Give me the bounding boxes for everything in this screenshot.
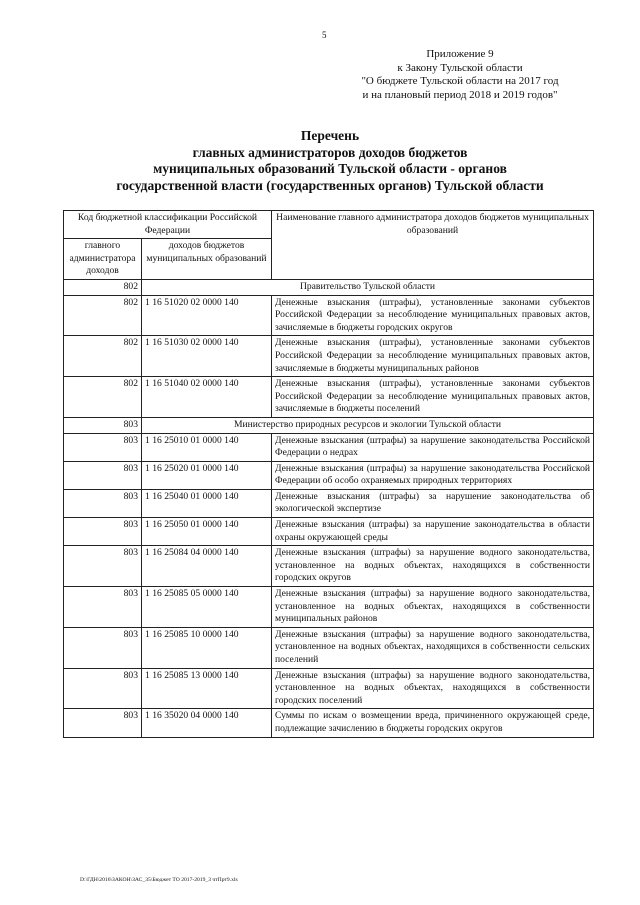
table-row <box>64 489 594 517</box>
income-name-cell: Денежные взыскания (штрафы) за нарушение водного законодательства, установленное на водных объектах, находящихся в собственности муниципальных районов <box>272 587 594 628</box>
income-name-cell: Денежные взыскания (штрафы), установленные законами субъектов Российской Федерации за несоблюдение муниципальных правовых актов, зачисляемые в бюджеты поселений <box>272 377 594 418</box>
admin-code-cell: 802 <box>64 336 142 377</box>
appendix-line: и на плановый период 2018 и 2019 годов" <box>362 88 558 101</box>
kbk-header: Код бюджетной классификации Российской Федерации <box>64 211 272 239</box>
admin-code-cell: 803 <box>64 417 142 433</box>
income-code-cell: 1 16 25085 10 0000 140 <box>142 627 272 668</box>
admin-code-cell: 803 <box>64 627 142 668</box>
income-code-cell: 1 16 25010 01 0000 140 <box>142 433 272 461</box>
income-code-cell: 1 16 25084 04 0000 140 <box>142 546 272 587</box>
table-row <box>64 546 594 587</box>
title-line: государственной власти (государственных органов) Тульской области <box>116 177 544 193</box>
table-row <box>64 377 594 418</box>
title-line: муниципальных образований Тульской области - органов <box>153 161 507 176</box>
group-row <box>64 417 594 433</box>
income-name-cell: Денежные взыскания (штрафы), установленные законами субъектов Российской Федерации за несоблюдение муниципальных правовых актов, зачисляемые в бюджеты городских округов <box>272 295 594 336</box>
appendix-header <box>340 48 580 102</box>
income-name-cell: Денежные взыскания (штрафы) за нарушение законодательства Российской Федерации об особо охраняемых природных территориях <box>272 461 594 489</box>
income-name-cell: Денежные взыскания (штрафы) за нарушение законодательства в области охраны окружающей среды <box>272 518 594 546</box>
administrators-table <box>63 210 594 738</box>
group-row <box>64 279 594 295</box>
page-number: 5 <box>322 30 327 40</box>
income-name-cell: Денежные взыскания (штрафы) за нарушение водного законодательства, установленное на водных объектах, находящихся в собственности городских поселений <box>272 668 594 709</box>
admin-code-cell: 803 <box>64 489 142 517</box>
admin-code-cell: 802 <box>64 377 142 418</box>
admin-code-cell: 803 <box>64 668 142 709</box>
income-code-cell: 1 16 35020 04 0000 140 <box>142 709 272 737</box>
document-title <box>60 128 600 194</box>
appendix-line: "О бюджете Тульской области на 2017 год <box>361 75 559 87</box>
admin-code-cell: 802 <box>64 295 142 336</box>
income-name-cell: Денежные взыскания (штрафы) за нарушение законодательства об экологической экспертизе <box>272 489 594 517</box>
table-row <box>64 668 594 709</box>
table-row <box>64 518 594 546</box>
name-header: Наименование главного администратора доходов бюджетов муниципальных образований <box>272 211 594 280</box>
table-row <box>64 461 594 489</box>
income-name-cell: Денежные взыскания (штрафы), установленные законами субъектов Российской Федерации за несоблюдение муниципальных правовых актов, зачисляемые в бюджеты муниципальных районов <box>272 336 594 377</box>
table-row <box>64 295 594 336</box>
administrator-title: Правительство Тульской области <box>142 279 594 295</box>
income-code-cell: 1 16 25040 01 0000 140 <box>142 489 272 517</box>
appendix-line: Приложение 9 <box>426 48 494 60</box>
income-code-cell: 1 16 51030 02 0000 140 <box>142 336 272 377</box>
income-code-cell: 1 16 51040 02 0000 140 <box>142 377 272 418</box>
admin-subheader: главного администратора доходов <box>64 239 142 280</box>
admin-code-cell: 803 <box>64 461 142 489</box>
table-row <box>64 336 594 377</box>
income-name-cell: Денежные взыскания (штрафы) за нарушение водного законодательства, установленное на водных объектах, находящихся в собственности сельских поселений <box>272 627 594 668</box>
table-row <box>64 709 594 737</box>
table-body <box>64 279 594 737</box>
admin-code-cell: 803 <box>64 518 142 546</box>
table-row <box>64 433 594 461</box>
income-subheader: доходов бюджетов муниципальных образований <box>142 239 272 280</box>
admin-code-cell: 803 <box>64 433 142 461</box>
income-code-cell: 1 16 25085 13 0000 140 <box>142 668 272 709</box>
title-line: главных администраторов доходов бюджетов <box>192 144 468 160</box>
income-code-cell: 1 16 25050 01 0000 140 <box>142 518 272 546</box>
income-name-cell: Суммы по искам о возмещении вреда, причиненного окружающей среде, подлежащие зачислению в бюджеты городских округов <box>272 709 594 737</box>
income-code-cell: 1 16 51020 02 0000 140 <box>142 295 272 336</box>
admin-code-cell: 803 <box>64 587 142 628</box>
administrator-title: Министерство природных ресурсов и экологии Тульской области <box>142 417 594 433</box>
title-line: Перечень <box>300 128 360 143</box>
table-header-row <box>64 211 594 239</box>
table-row <box>64 587 594 628</box>
appendix-line: к Закону Тульской области <box>397 61 523 74</box>
income-name-cell: Денежные взыскания (штрафы) за нарушение законодательства Российской Федерации о недрах <box>272 433 594 461</box>
admin-code-cell: 802 <box>64 279 142 295</box>
admin-code-cell: 803 <box>64 709 142 737</box>
income-name-cell: Денежные взыскания (штрафы) за нарушение водного законодательства, установленное на водных объектах, находящихся в собственности городских округов <box>272 546 594 587</box>
table-row <box>64 627 594 668</box>
file-path-footer: D:\ГДН\2016\ЗАКОН\ЗАС_35\Бюджет ТО 2017-2019_3 чтПрт9.xls <box>80 877 238 883</box>
income-code-cell: 1 16 25020 01 0000 140 <box>142 461 272 489</box>
income-code-cell: 1 16 25085 05 0000 140 <box>142 587 272 628</box>
admin-code-cell: 803 <box>64 546 142 587</box>
